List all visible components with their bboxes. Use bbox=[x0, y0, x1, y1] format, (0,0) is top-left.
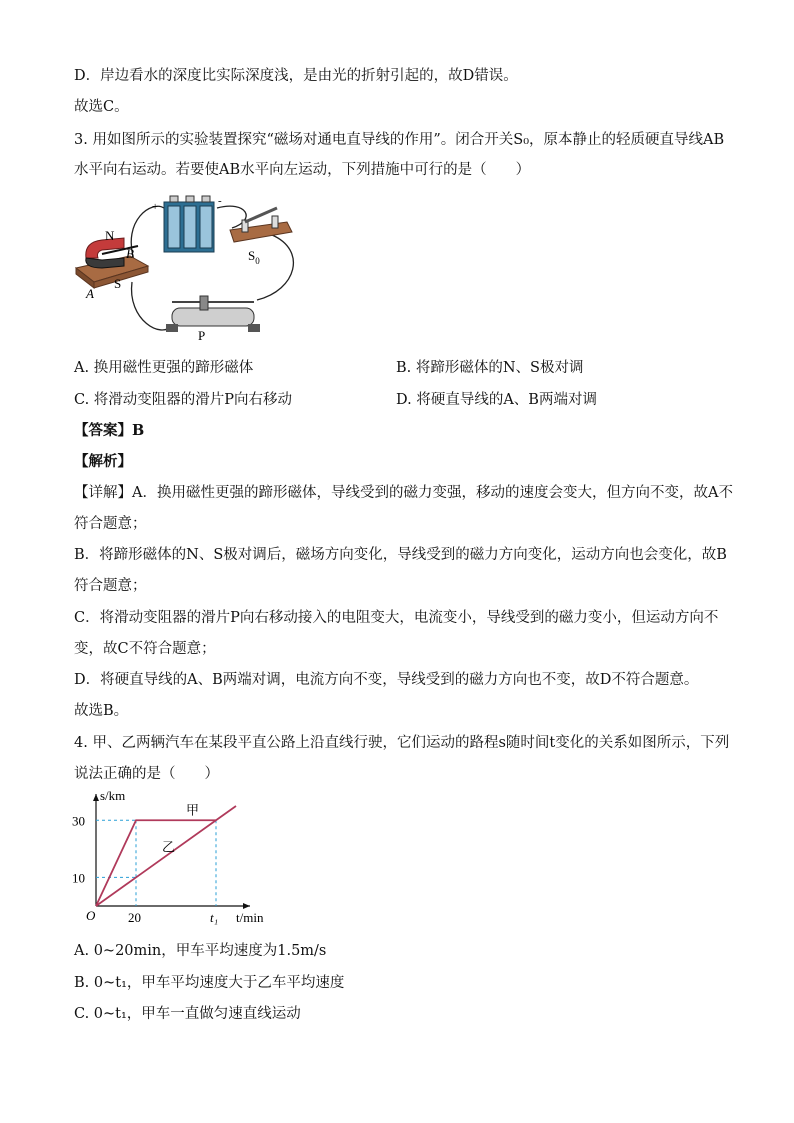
text-line-choose-c: 故选C。 bbox=[74, 99, 129, 115]
distance-time-chart bbox=[68, 790, 268, 932]
option-3d: D. 将硬直导线的A、B两端对调 bbox=[396, 392, 597, 408]
text-line-d-explanation: D．岸边看水的深度比实际深度浅，是由光的折射引起的，故D错误。 bbox=[74, 68, 518, 84]
option-3c: C. 将滑动变阻器的滑片P向右移动 bbox=[74, 392, 293, 408]
magnet-label-s: S bbox=[114, 276, 122, 291]
explanation-d-line: D．将硬直导线的A、B两端对调，电流方向不变，导线受到的磁力方向也不变，故D不符合题意。 bbox=[74, 672, 699, 688]
question-4-line-1: 4. 甲、乙两辆汽车在某段平直公路上沿直线行驶，它们运动的路程s随时间t变化的关系如图所示，下列 bbox=[74, 735, 730, 751]
option-3b: B. 将蹄形磁体的N、S极对调 bbox=[396, 360, 584, 376]
explanation-a-line-2: 符合题意； bbox=[74, 516, 147, 532]
battery-icon bbox=[164, 196, 214, 252]
option-3a: A. 换用磁性更强的蹄形磁体 bbox=[74, 360, 254, 376]
option-4b: B. 0~t₁，甲车平均速度大于乙车平均速度 bbox=[74, 975, 345, 991]
wire-label-a: A bbox=[86, 286, 94, 301]
switch-label-s0: $S_0$ bbox=[248, 248, 260, 266]
question-4-line-2: 说法正确的是（ ） bbox=[74, 766, 219, 782]
explanation-b-line-1: B．将蹄形磁体的N、S极对调后，磁场方向变化，导线受到的磁力方向变化，运动方向也会变化，故B bbox=[74, 547, 727, 563]
series-label-yi: 乙 bbox=[162, 839, 176, 855]
x-axis-arrow bbox=[243, 903, 250, 909]
rheostat-label-p: P bbox=[198, 328, 206, 343]
x-axis-label: t/min bbox=[236, 910, 264, 925]
x-tick-label-20: 20 bbox=[128, 910, 141, 925]
y-tick-label-30: 30 bbox=[72, 813, 85, 829]
explanation-b-line-2: 符合题意； bbox=[74, 578, 147, 594]
experiment-apparatus-figure bbox=[72, 190, 302, 345]
rheostat-icon bbox=[166, 296, 260, 332]
origin-label: O bbox=[86, 908, 96, 923]
answer-label: 【答案】B bbox=[74, 422, 145, 439]
question-3-line-2: 水平向右运动。若要使AB水平向左运动，下列措施中可行的是（ ） bbox=[74, 162, 531, 178]
battery-minus-label: - bbox=[218, 195, 222, 207]
analysis-label: 【解析】 bbox=[74, 453, 132, 470]
y-axis-label: s/km bbox=[100, 790, 126, 803]
question-3-line-1: 3. 用如图所示的实验装置探究“磁场对通电直导线的作用”。闭合开关S₀，原本静止的轻质硬直导线AB bbox=[74, 132, 725, 148]
y-tick-label-10: 10 bbox=[72, 870, 85, 886]
y-axis-arrow bbox=[93, 794, 99, 801]
battery-plus-label: + bbox=[152, 201, 159, 213]
option-4c: C. 0~t₁，甲车一直做匀速直线运动 bbox=[74, 1006, 301, 1022]
magnet-label-n: N bbox=[105, 228, 115, 243]
explanation-a-line-1: 【详解】A．换用磁性更强的蹄形磁体，导线受到的磁力变强，移动的速度会变大，但方向不变，故A不 bbox=[74, 485, 733, 501]
wire-label-b: B bbox=[126, 246, 134, 261]
explanation-c-line-2: 变，故C不符合题意； bbox=[74, 641, 216, 657]
x-tick-label-t1: t₁ bbox=[210, 910, 219, 925]
text-line-choose-b: 故选B。 bbox=[74, 703, 129, 719]
explanation-c-line-1: C．将滑动变阻器的滑片P向右移动接入的电阻变大，电流变小，导线受到的磁力变小，但运动方向不 bbox=[74, 610, 719, 626]
option-4a: A. 0~20min，甲车平均速度为1.5m/s bbox=[74, 943, 327, 959]
series-label-jia: 甲 bbox=[186, 802, 200, 818]
